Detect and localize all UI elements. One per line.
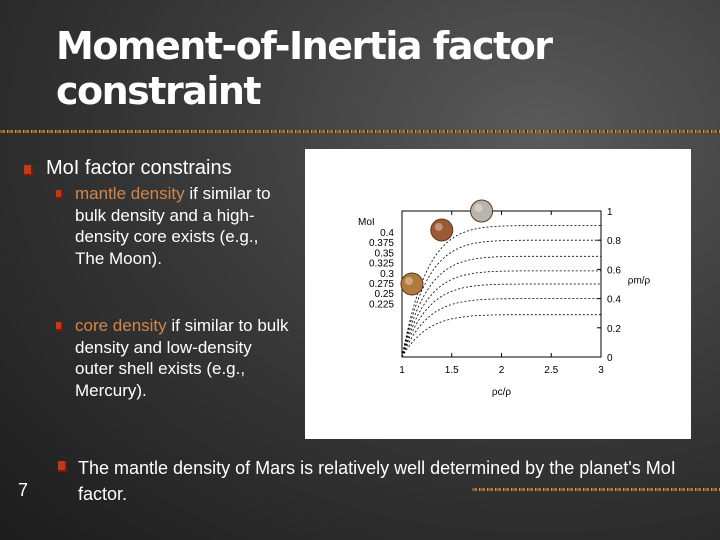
highlight-core-density: core density (75, 316, 167, 335)
planet-mercury (401, 273, 423, 295)
legend-label: 0.225 (368, 299, 394, 311)
legend-label: 0.325 (368, 258, 394, 270)
bullet-marker (24, 165, 33, 176)
x-tick-label: 1.5 (444, 365, 459, 376)
x-tick-label: 3 (598, 365, 604, 376)
bullet-marker (56, 190, 63, 199)
contour-line (402, 299, 601, 357)
y-tick-label: 0 (607, 353, 613, 364)
highlight-mantle-density: mantle density (75, 184, 185, 203)
moi-contour-chart (305, 149, 691, 439)
bullet-mantle-density (75, 183, 290, 269)
bullet-mantle-density-text: if similar to bulk density and a high-density core exists (e.g., The Moon). (75, 184, 271, 268)
legend-label: 0.25 (374, 289, 394, 301)
bullet-marker (58, 461, 67, 472)
contour-line (402, 226, 601, 357)
bullet-moi-constrains: MoI factor constrains (46, 157, 232, 179)
bullet-core-density-text: if similar to bulk density and low-density outer shell exists (e.g., Mercury). (75, 316, 289, 400)
bottom-divider (472, 488, 720, 491)
legend-label: 0.375 (368, 238, 394, 250)
x-tick-label: 2 (498, 365, 505, 376)
y-axis-label: ρm/ρ (627, 275, 651, 287)
x-tick-label: 2.5 (544, 365, 559, 376)
y-tick-label: 0.2 (607, 323, 621, 335)
planet-highlight (475, 204, 483, 212)
bullet-core-density (75, 315, 290, 401)
contour-line (402, 315, 601, 357)
x-tick-label: 1 (399, 365, 405, 376)
bullet-mars-mantle: The mantle density of Mars is relatively well determined by the planet's MoI factor. (78, 458, 676, 504)
planet-highlight (435, 223, 443, 231)
legend-label: 0.3 (380, 268, 394, 280)
title-divider (0, 130, 720, 133)
legend-label: 0.35 (374, 248, 394, 260)
slide-title: Moment-of-Inertia factor constraint (56, 24, 552, 113)
moi-contour-figure (305, 149, 691, 439)
slide-number: 7 (18, 480, 29, 500)
legend-label: 0.4 (380, 228, 394, 239)
planet-highlight (405, 277, 413, 285)
planet-mars (431, 219, 453, 241)
y-tick-label: 0.6 (607, 265, 621, 277)
x-axis-label: ρc/ρ (491, 387, 512, 398)
legend-label: 0.275 (368, 279, 394, 290)
legend-title: MoI (358, 217, 375, 228)
planet-moon (471, 200, 493, 222)
bullet-marker (56, 322, 63, 331)
y-tick-label: 1 (607, 207, 613, 218)
y-tick-label: 0.4 (607, 294, 621, 306)
y-tick-label: 0.8 (607, 236, 621, 248)
